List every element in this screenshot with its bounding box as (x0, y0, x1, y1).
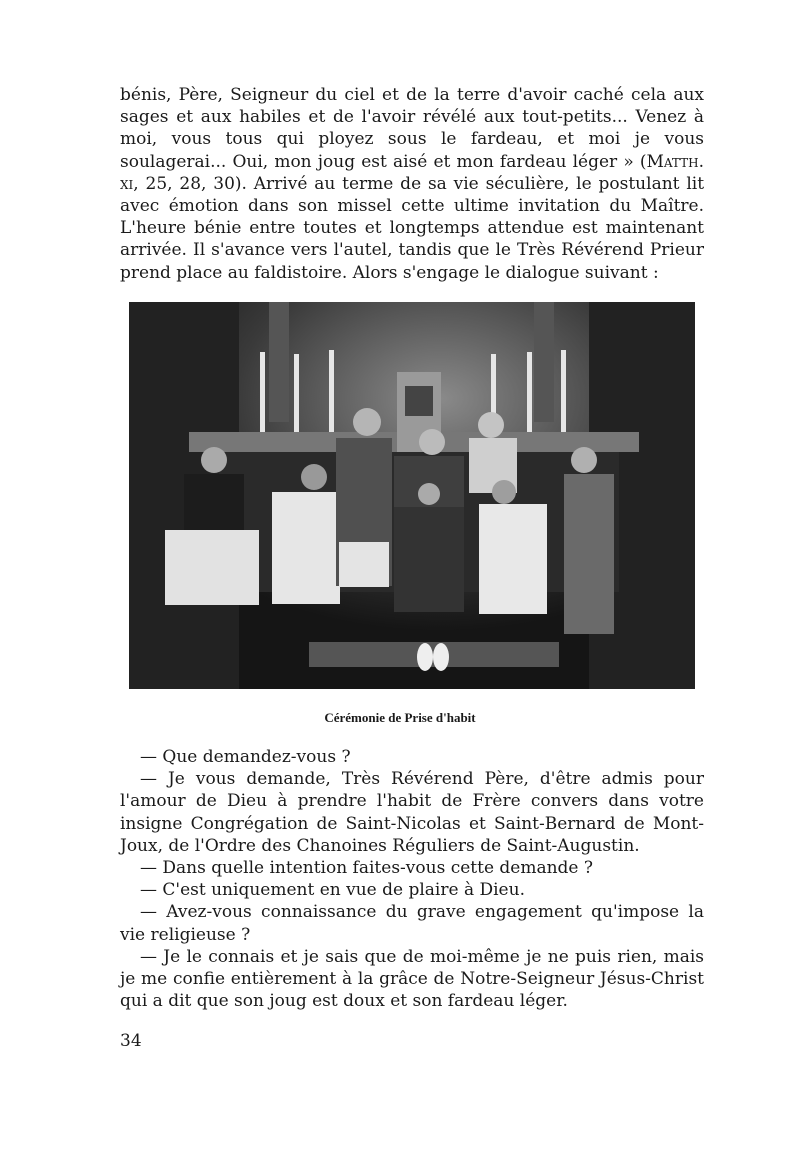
intro-text-part2: Arrivé au terme de sa vie séculière, le postulant lit avec émotion dans son missel cette ultime invitation du Maître. L'heure bénie entre toutes et longtemps attendue est maintenant arrivée. Il s'avance vers l'autel, tandis que le Très Révérend Prieur prend place au faldistoire. Alors s'engage le dialogue suivant : (120, 173, 705, 283)
citation-chapter: xi, (120, 173, 139, 194)
dialogue-line: — Je vous demande, Très Révérend Père, d'être admis pour l'amour de Dieu à prendre l'habit de Frère convers dans votre insigne Congrégation de Saint-Nicolas et Saint-Bernard de Mont-Joux, de l'Ordre des Chanoines Réguliers de Saint-Augustin. (120, 769, 704, 856)
intro-text-part1: bénis, Père, Seigneur du ciel et de la terre d'avoir caché cela aux sages et aux habiles et de l'avoir révélé aux tout-petits... Venez à moi, vous tous qui ployez sous le fardeau, et moi je vous soulagerai... Oui, mon joug est aisé et mon fardeau léger » ( (120, 85, 704, 172)
citation-book: Matth. (646, 151, 704, 172)
dialogue-line: — Je le connais et je sais que de moi-même je ne puis rien, mais je me confie entièrement à la grâce de Notre-Seigneur Jésus-Christ qui a dit que son joug est doux et son fardeau léger. (120, 946, 704, 1012)
citation-verses: 25, 28, 30). (145, 173, 247, 194)
intro-paragraph (120, 84, 704, 284)
dialogue-line: — Dans quelle intention faites-vous cette demande ? (140, 858, 594, 879)
page-number: 34 (120, 1031, 142, 1051)
dialogue (120, 746, 704, 1012)
photo-caption: Cérémonie de Prise d'habit (324, 710, 476, 725)
dialogue-line: — Avez-vous connaissance du grave engagement qu'impose la vie religieuse ? (120, 902, 704, 945)
dialogue-line: — Que demandez-vous ? (140, 747, 351, 767)
ceremony-photo (129, 302, 695, 689)
dialogue-line: — C'est uniquement en vue de plaire à Dieu. (140, 880, 525, 901)
